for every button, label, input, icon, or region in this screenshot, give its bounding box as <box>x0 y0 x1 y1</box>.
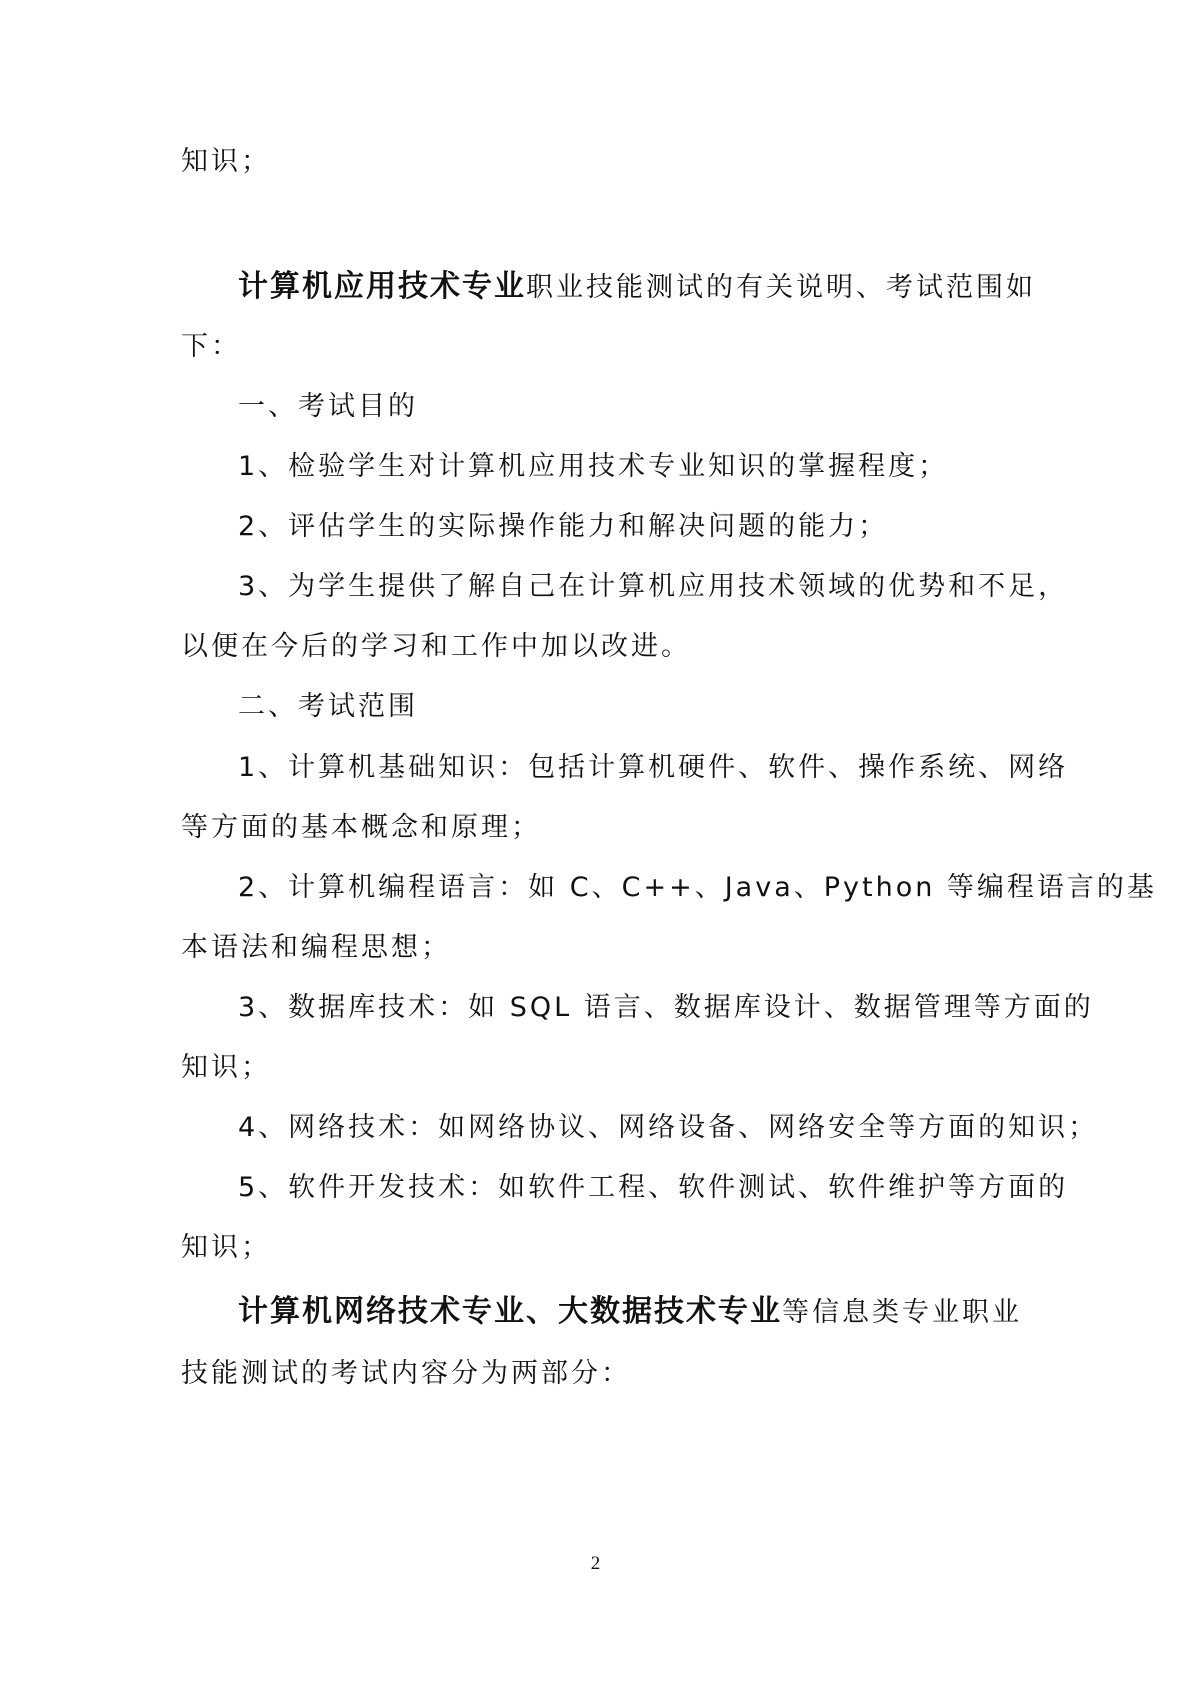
section-intro-computer-application <box>238 270 1036 305</box>
section-heading: 一、考试目的 <box>238 391 418 422</box>
paragraph-line: 知识； <box>181 1052 271 1083</box>
list-item: 3、数据库技术：如 SQL 语言、数据库设计、数据管理等方面的 <box>238 992 1094 1023</box>
paragraph-line: 本语法和编程思想； <box>181 932 451 963</box>
list-item: 5、软件开发技术：如软件工程、软件测试、软件维护等方面的 <box>238 1172 1069 1203</box>
paragraph-line: 技能测试的考试内容分为两部分： <box>181 1358 631 1389</box>
list-item: 2、计算机编程语言：如 C、C++、Java、Python 等编程语言的基 <box>238 872 1157 903</box>
bold-major-title: 计算机网络技术专业、大数据技术专业 <box>238 1294 782 1329</box>
paragraph-line: 等方面的基本概念和原理； <box>181 812 541 843</box>
section-heading: 二、考试范围 <box>238 691 418 722</box>
paragraph-line: 以便在今后的学习和工作中加以改进。 <box>181 631 691 662</box>
page-number: 2 <box>590 1553 601 1574</box>
paragraph-line: 下： <box>181 331 241 362</box>
paragraph-text: 等信息类专业职业 <box>782 1297 1022 1328</box>
list-item: 1、计算机基础知识：包括计算机硬件、软件、操作系统、网络 <box>238 752 1069 783</box>
paragraph-line: 知识； <box>181 146 271 177</box>
bold-major-title: 计算机应用技术专业 <box>238 269 526 304</box>
list-item: 4、网络技术：如网络协议、网络设备、网络安全等方面的知识； <box>238 1112 1099 1143</box>
list-item: 2、评估学生的实际操作能力和解决问题的能力； <box>238 511 889 542</box>
paragraph-text: 职业技能测试的有关说明、考试范围如 <box>526 272 1036 303</box>
paragraph-line: 知识； <box>181 1232 271 1263</box>
section-intro-network-bigdata <box>238 1295 1022 1330</box>
list-item: 3、为学生提供了解自己在计算机应用技术领域的优势和不足， <box>238 571 1069 602</box>
list-item: 1、检验学生对计算机应用技术专业知识的掌握程度； <box>238 451 949 482</box>
